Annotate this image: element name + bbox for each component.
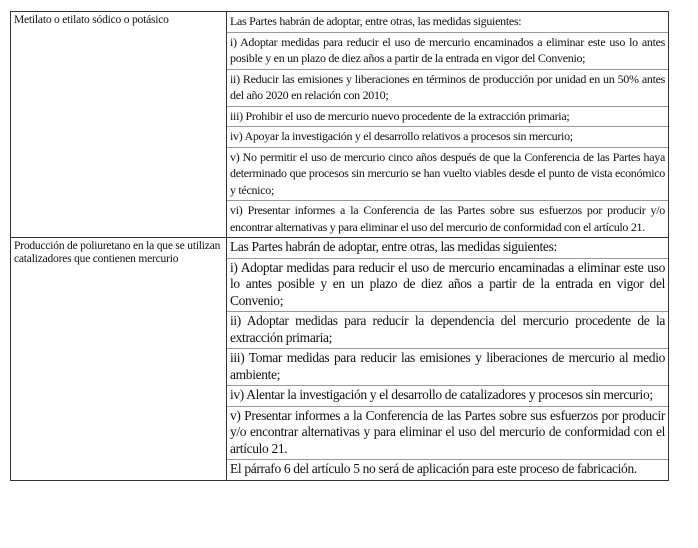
measure-paragraph: iii) Tomar medidas para reducir las emisiones y liberaciones de mercurio al medio ambiente;: [227, 349, 668, 386]
measure-paragraph: v) No permitir el uso de mercurio cinco años después de que la Conferencia de las Partes haya determinado que procesos sin mercurio se han vuelto viables desde el punto de vista económico y técnico;: [227, 148, 668, 202]
table-row: [11, 12, 669, 238]
measures-cell: [227, 238, 669, 481]
measure-paragraph: Las Partes habrán de adoptar, entre otras, las medidas siguientes:: [227, 238, 668, 259]
measure-paragraph: ii) Adoptar medidas para reducir la dependencia del mercurio procedente de la extracción primaria;: [227, 312, 668, 349]
measure-paragraph: iv) Apoyar la investigación y el desarrollo relativos a procesos sin mercurio;: [227, 127, 668, 148]
table-row: [11, 238, 669, 481]
measures-cell: [227, 12, 669, 238]
measure-paragraph: El párrafo 6 del artículo 5 no será de aplicación para este proceso de fabricación.: [230, 461, 637, 476]
measure-paragraph: iii) Prohibir el uso de mercurio nuevo procedente de la extracción primaria;: [227, 107, 668, 128]
measure-paragraph: vi) Presentar informes a la Conferencia de las Partes sobre sus esfuerzos por producir y/o encontrar alternativas y para eliminar el uso del mercurio de conformidad con el artículo 21.: [230, 203, 665, 234]
substance-cell: Metilato o etilato sódico o potásico: [11, 12, 227, 238]
measure-paragraph: iv) Alentar la investigación y el desarrollo de catalizadores y procesos sin mercurio;: [227, 386, 668, 407]
measure-paragraph: Las Partes habrán de adoptar, entre otras, las medidas siguientes:: [227, 12, 668, 33]
measure-paragraph: i) Adoptar medidas para reducir el uso de mercurio encaminados a eliminar este uso lo antes posible y en un plazo de diez años a partir de la entrada en vigor del Convenio;: [227, 33, 668, 70]
substance-cell: Producción de poliuretano en la que se utilizan catalizadores que contienen mercurio: [11, 238, 227, 481]
measure-paragraph: v) Presentar informes a la Conferencia de las Partes sobre sus esfuerzos por producir y/o encontrar alternativas y para eliminar el uso del mercurio de conformidad con el artículo 21.: [227, 407, 668, 461]
measure-paragraph: i) Adoptar medidas para reducir el uso de mercurio encaminadas a eliminar este uso lo antes posible y en un plazo de diez años a partir de la entrada en vigor del Convenio;: [227, 259, 668, 313]
measure-paragraph: ii) Reducir las emisiones y liberaciones en términos de producción por unidad en un 50% antes del año 2020 en relación con 2010;: [227, 70, 668, 107]
measures-table: [10, 11, 669, 481]
